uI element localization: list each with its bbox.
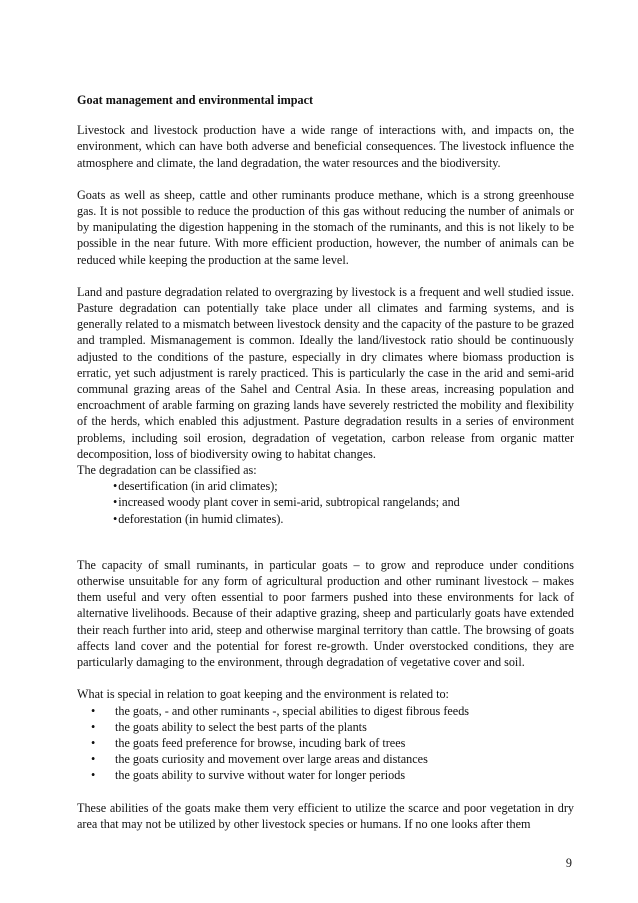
paragraph-special-intro: What is special in relation to goat keeping and the environment is related to: — [77, 687, 449, 702]
list-item-text: the goats ability to survive without water for longer periods — [115, 768, 406, 783]
paragraph-abilities: These abilities of the goats make them very efficient to utilize the scarce and poor vegetation in dry area that may not be utilized by other livestock species or humans. If no one looks after them — [77, 800, 574, 831]
bullet-icon: • — [91, 703, 96, 718]
list-item: • deforestation (in humid climates). — [113, 511, 574, 527]
list-item-text: the goats feed preference for browse, incuding bark of trees — [115, 735, 406, 750]
list-item — [77, 767, 574, 783]
bullet-icon: • — [91, 752, 96, 767]
page-number: 9 — [565, 856, 572, 870]
list-item — [77, 751, 574, 767]
list-item: • increased woody plant cover in semi-arid, subtropical rangelands; and — [113, 494, 574, 510]
paragraph-livestock-interactions: Livestock and livestock production have a wide range of interactions with, and impacts on, the environment, which can have both adverse and beneficial consequences. The livestock influence the atmosphere and climate, the land degradation, the water resources and the biodiversity. — [77, 123, 574, 170]
bullet-icon: • — [91, 719, 96, 734]
paragraph-methane: Goats as well as sheep, cattle and other ruminants produce methane, which is a strong greenhouse gas. It is not possible to reduce the production of this gas without reducing the number of animals or by manipulating the digestion happening in the stomach of the ruminants, and this is not likely to be possible in the near future. With more efficient production, however, the number of animals can be reduced while keeping the production at the same level. — [77, 187, 574, 267]
bullet-icon: • — [91, 768, 96, 783]
list-item-text: the goats ability to select the best parts of the plants — [115, 719, 367, 734]
list-item — [77, 703, 574, 719]
bullet-icon: • — [91, 735, 96, 750]
paragraph-small-ruminants: The capacity of small ruminants, in particular goats – to grow and reproduce under conditions otherwise unsuitable for any form of agricultural production and other ruminant livestock – makes them useful and very often essential to poor farmers pushed into these environments for lack of alternative livelihoods. Because of their adaptive grazing, sheep and particularly goats have extended their reach further into arid, steep and otherwise marginal territory than cattle. The browsing of goats affects land cover and the potential for forest re-growth. Under overstocked conditions, they are particularly damaging to the environment, through degradation of vegetative cover and soil. — [77, 557, 574, 670]
list-item-text: the goats curiosity and movement over large areas and distances — [115, 752, 428, 767]
section-heading: Goat management and environmental impact — [77, 93, 314, 107]
paragraph-degradation-intro: The degradation can be classified as: — [77, 463, 257, 478]
list-item-text: the goats, - and other ruminants -, special abilities to digest fibrous feeds — [115, 703, 470, 718]
degradation-list — [113, 478, 574, 527]
list-item — [77, 719, 574, 735]
special-points-list — [77, 703, 574, 784]
paragraph-pasture-degradation: Land and pasture degradation related to overgrazing by livestock is a frequent and well studied issue. Pasture degradation can potentially take place under all climates and farming systems, and is generally related to a mismatch between livestock density and the capacity of the pasture to be grazed and trampled. Mismanagement is common. Ideally the land/livestock ratio should be continuously adjusted to the conditions of the pasture, especially in dry climates where biomass production is erratic, yet such adjustment is rarely practiced. This is particularly the case in the arid and semi-arid communal grazing areas of the Sahel and Central Asia. In these areas, increasing population and encroachment of arable farming on grazing lands have severely restricted the mobility and flexibility of the herds, which enabled this adjustment. Pasture degradation results in a series of environment problems, including soil erosion, degradation of vegetation, carbon release from organic matter decomposition, loss of biodiversity owing to habitat changes. — [77, 284, 574, 461]
list-item — [77, 735, 574, 751]
page-content — [77, 92, 574, 832]
list-item: • desertification (in arid climates); — [113, 478, 574, 494]
